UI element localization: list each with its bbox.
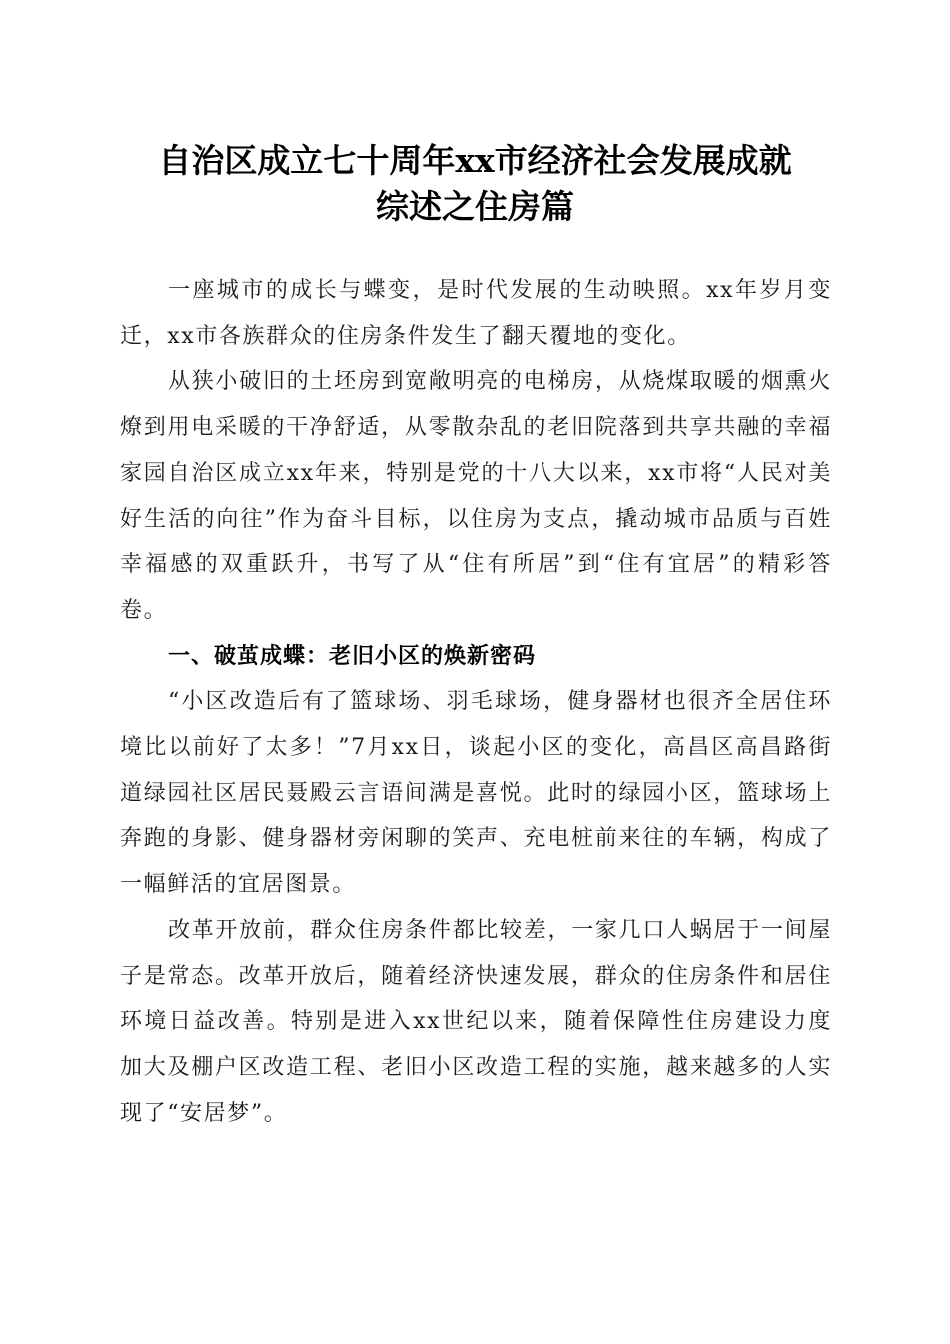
paragraph-intro: 一座城市的成长与蝶变，是时代发展的生动映照。xx年岁月变迁，xx市各族群众的住房条件发生了翻天覆地的变化。 bbox=[120, 278, 832, 349]
document-title bbox=[100, 138, 850, 230]
document-body bbox=[120, 268, 832, 1136]
paragraph-history: 改革开放前，群众住房条件都比较差，一家几口人蜗居于一间屋子是常态。改革开放后，随着经济快速发展，群众的住房条件和居住环境日益改善。特别是进入xx世纪以来，随着保障性住房建设力度加大及棚户区改造工程、老旧小区改造工程的实施，越来越多的人实现了“安居梦”。 bbox=[120, 917, 832, 1126]
section-heading-1: 一、破茧成蝶：老旧小区的焕新密码 bbox=[168, 643, 537, 669]
paragraph-overview: 从狭小破旧的土坯房到宽敞明亮的电梯房，从烧煤取暖的烟熏火燎到用电采暖的干净舒适，从零散杂乱的老旧院落到共享共融的幸福家园自治区成立xx年来，特别是党的十八大以来，xx市将“人民对美好生活的向往”作为奋斗目标，以住房为支点，撬动城市品质与百姓幸福感的双重跃升，书写了从“住有所居”到“住有宜居”的精彩答卷。 bbox=[120, 369, 832, 623]
title-line-1: 自治区成立七十周年xx市经济社会发展成就 bbox=[158, 141, 792, 180]
paragraph-quote: “小区改造后有了篮球场、羽毛球场，健身器材也很齐全居住环境比以前好了太多！”7月xx日，谈起小区的变化，高昌区高昌路街道绿园社区居民聂殿云言语间满是喜悦。此时的绿园小区，篮球场上奔跑的身影、健身器材旁闲聊的笑声、充电桩前来往的车辆，构成了一幅鲜活的宜居图景。 bbox=[120, 689, 832, 898]
title-line-2: 综述之住房篇 bbox=[376, 187, 574, 226]
